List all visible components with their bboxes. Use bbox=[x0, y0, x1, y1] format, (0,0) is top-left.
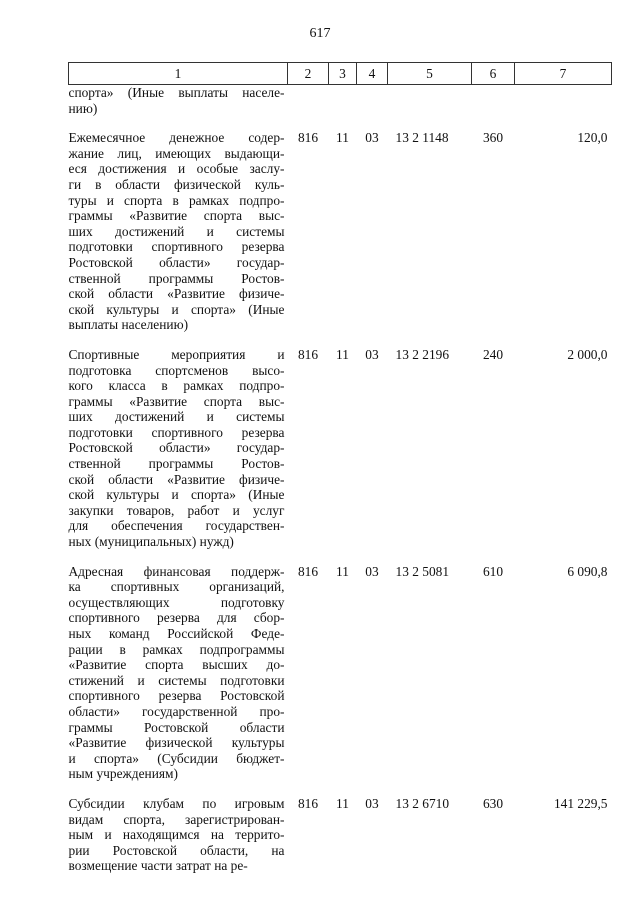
expense-type-code: 360 bbox=[482, 130, 504, 146]
subsection-code: 03 bbox=[365, 130, 379, 146]
description-line: ской области «Развитие физиче- bbox=[68, 471, 285, 487]
table-row bbox=[69, 130, 612, 347]
expense-type-code bbox=[472, 85, 515, 131]
expense-type-code: 610 bbox=[482, 563, 504, 579]
description-line: Ростовской области» государ- bbox=[68, 440, 285, 456]
description-line: стижений и системы подготовки bbox=[68, 672, 285, 688]
row-description bbox=[69, 347, 288, 564]
description-line: подготовки спортивного резерва bbox=[68, 424, 285, 440]
description-line: Субсидии клубам по игровым bbox=[68, 795, 285, 811]
column-header-row bbox=[69, 63, 612, 85]
description-line: и спорта» (Субсидии бюджет- bbox=[68, 750, 285, 766]
ministry-code: 816 bbox=[297, 563, 319, 579]
subsection-code: 03 bbox=[365, 795, 379, 811]
section-code: 11 bbox=[336, 563, 349, 579]
table-row bbox=[69, 564, 612, 796]
target-article-code bbox=[388, 85, 472, 131]
description-line: ги в области физической куль- bbox=[68, 176, 285, 192]
description-line: ской культуры и спорта» (Иные bbox=[68, 301, 285, 317]
subsection-code bbox=[357, 85, 388, 131]
description-line: кого класса в рамках подпро- bbox=[68, 378, 285, 394]
column-header: 2 bbox=[288, 63, 329, 85]
section-code bbox=[329, 85, 357, 131]
section-code: 11 bbox=[336, 346, 349, 362]
row-description bbox=[69, 85, 288, 131]
expense-type-code: 240 bbox=[482, 346, 504, 362]
target-article-code: 13 2 1148 bbox=[395, 130, 449, 146]
column-header: 5 bbox=[388, 63, 472, 85]
target-article-code: 13 2 5081 bbox=[395, 563, 450, 579]
amount: 2 000,0 bbox=[567, 346, 608, 362]
description-line: туры и спорта в рамках подпро- bbox=[68, 192, 285, 208]
column-header: 3 bbox=[329, 63, 357, 85]
description-line: возмещение части затрат на ре- bbox=[68, 858, 248, 874]
description-line: закупки товаров, работ и услуг bbox=[68, 502, 285, 518]
description-line: ка спортивных организаций, bbox=[68, 579, 285, 595]
description-line: видам спорта, зарегистрирован- bbox=[68, 811, 285, 827]
description-line: осуществляющих подготовку bbox=[68, 594, 285, 610]
section-code: 11 bbox=[336, 795, 349, 811]
target-article-code: 13 2 2196 bbox=[395, 346, 450, 362]
column-header: 6 bbox=[472, 63, 515, 85]
description-line: ской области «Развитие физиче- bbox=[68, 286, 285, 302]
description-line: граммы «Развитие спорта выс- bbox=[68, 208, 285, 224]
target-article-code: 13 2 6710 bbox=[395, 795, 450, 811]
description-line: ственной программы Ростов- bbox=[68, 456, 285, 472]
description-line: «Развитие спорта высших до- bbox=[68, 657, 285, 673]
column-header: 7 bbox=[515, 63, 612, 85]
description-line: ших достижений и системы bbox=[68, 223, 285, 239]
description-line: подготовки спортивного резерва bbox=[68, 239, 285, 255]
amount: 141 229,5 bbox=[553, 795, 608, 811]
description-line: выплаты населению) bbox=[68, 317, 189, 333]
table-row bbox=[69, 796, 612, 888]
description-line: ных команд Российской Феде- bbox=[68, 626, 285, 641]
description-line: ным учреждениям) bbox=[68, 766, 178, 782]
ministry-code: 816 bbox=[297, 795, 319, 811]
description-line: ным и находящимся на террито- bbox=[68, 827, 285, 843]
subsection-code: 03 bbox=[365, 563, 379, 579]
description-line: ской культуры и спорта» (Иные bbox=[68, 487, 285, 503]
description-line: рии Ростовской области, на bbox=[68, 842, 285, 858]
description-line: граммы Ростовской области bbox=[68, 719, 285, 735]
row-description bbox=[69, 130, 288, 347]
description-line: граммы «Развитие спорта выс- bbox=[68, 393, 285, 409]
description-line: Ежемесячное денежное содер- bbox=[68, 130, 285, 146]
description-line: области» государственной про- bbox=[68, 703, 285, 719]
description-line: ных (муниципальных) нужд) bbox=[68, 534, 234, 550]
description-line: Адресная финансовая поддерж- bbox=[68, 563, 285, 579]
page-number: 617 bbox=[309, 26, 331, 41]
amount bbox=[515, 85, 612, 131]
row-description bbox=[69, 564, 288, 796]
description-line: спортивного резерва Ростовской bbox=[68, 688, 285, 704]
ministry-code bbox=[288, 85, 329, 131]
description-line: для обеспечения государствен- bbox=[68, 518, 285, 534]
description-line: ших достижений и системы bbox=[68, 409, 285, 425]
description-line: «Развитие физической культуры bbox=[68, 735, 285, 751]
description-line: Ростовской области» государ- bbox=[68, 254, 285, 270]
section-code: 11 bbox=[336, 130, 349, 146]
description-line: нию) bbox=[68, 100, 98, 116]
subsection-code: 03 bbox=[365, 346, 379, 362]
description-line: спорта» (Иные выплаты населе- bbox=[68, 85, 285, 100]
row-description bbox=[69, 796, 288, 888]
column-header: 1 bbox=[69, 63, 288, 85]
expense-type-code: 630 bbox=[482, 795, 504, 811]
amount: 120,0 bbox=[577, 130, 608, 146]
description-line: рации в рамках подпрограммы bbox=[68, 641, 285, 657]
column-header: 4 bbox=[357, 63, 388, 85]
description-line: подготовка спортсменов высо- bbox=[68, 362, 285, 378]
budget-table bbox=[68, 62, 612, 888]
ministry-code: 816 bbox=[297, 346, 319, 362]
table-row bbox=[69, 347, 612, 564]
description-line: спортивного резерва для сбор- bbox=[68, 610, 285, 626]
description-line: еся достижения и особые заслу- bbox=[68, 161, 285, 177]
table-row bbox=[69, 85, 612, 131]
amount: 6 090,8 bbox=[567, 563, 608, 579]
description-line: Спортивные мероприятия и bbox=[68, 346, 285, 362]
description-line: жание лиц, имеющих выдающи- bbox=[68, 145, 285, 161]
description-line: ственной программы Ростов- bbox=[68, 270, 285, 286]
ministry-code: 816 bbox=[297, 130, 319, 146]
